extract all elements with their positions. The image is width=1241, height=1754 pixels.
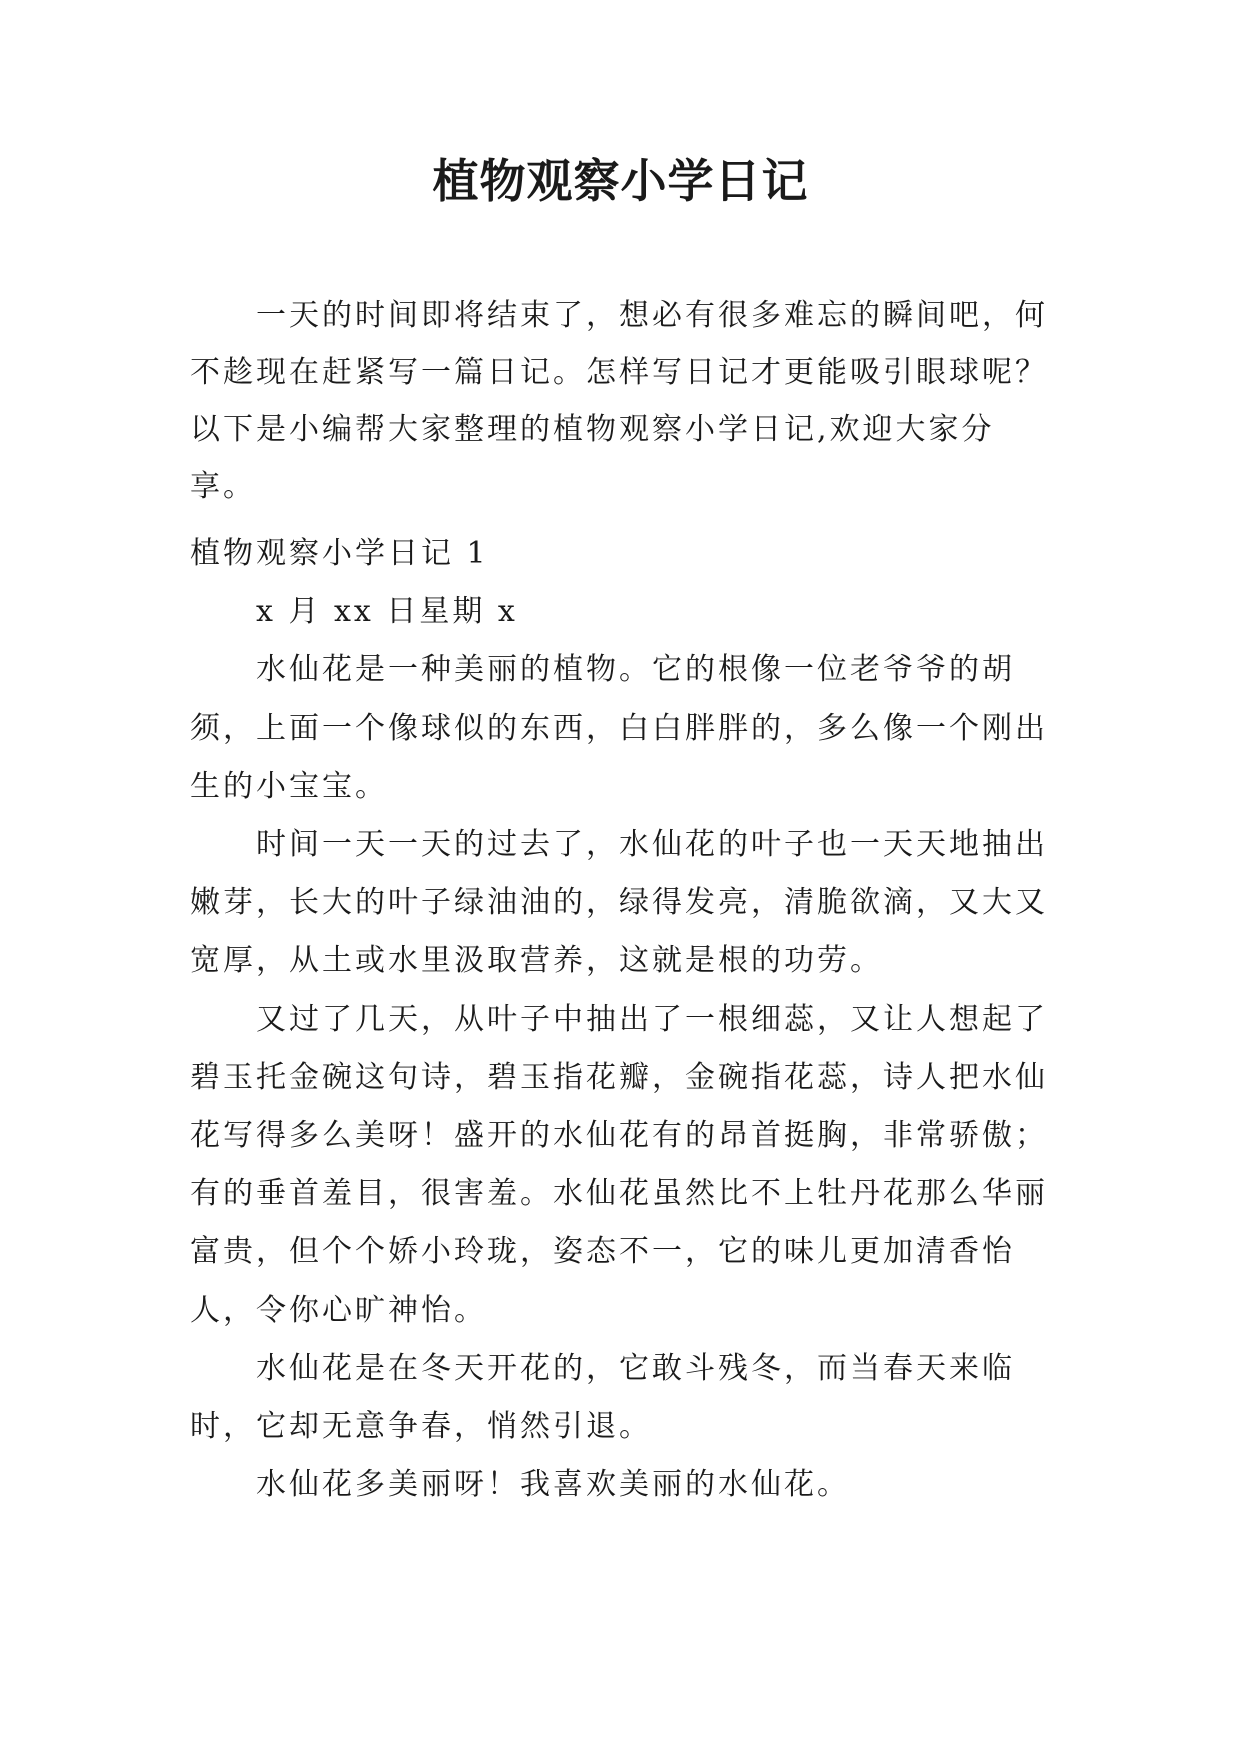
intro-paragraph: 一天的时间即将结束了，想必有很多难忘的瞬间吧，何不趁现在赶紧写一篇日记。怎样写日记才更能吸引眼球呢？以下是小编帮大家整理的植物观察小学日记,欢迎大家分享。 bbox=[190, 298, 1048, 504]
article-block bbox=[190, 525, 1050, 1514]
paragraph-1: 水仙花是一种美丽的植物。它的根像一位老爷爷的胡须，上面一个像球似的东西，白白胖胖的，多么像一个刚出生的小宝宝。 bbox=[190, 652, 1048, 804]
paragraph-2: 时间一天一天的过去了，水仙花的叶子也一天天地抽出嫩芽，长大的叶子绿油油的，绿得发亮，清脆欲滴，又大又宽厚，从土或水里汲取营养，这就是根的功劳。 bbox=[190, 827, 1048, 979]
paragraph-3: 又过了几天，从叶子中抽出了一根细蕊，又让人想起了碧玉托金碗这句诗，碧玉指花瓣，金碗指花蕊，诗人把水仙花写得多么美呀！盛开的水仙花有的昂首挺胸，非常骄傲；有的垂首羞目，很害羞。水仙花虽然比不上牡丹花那么华丽富贵，但个个娇小玲珑，姿态不一，它的味儿更加清香怡人，令你心旷神怡。 bbox=[190, 1001, 1048, 1328]
paragraph-4: 水仙花是在冬天开花的，它敢斗残冬，而当春天来临时，它却无意争春，悄然引退。 bbox=[190, 1350, 1015, 1445]
document-title: 植物观察小学日记 bbox=[432, 154, 809, 208]
paragraph-5: 水仙花多美丽呀！我喜欢美丽的水仙花。 bbox=[256, 1467, 850, 1503]
date-line: x 月 xx 日星期 x bbox=[256, 594, 518, 630]
intro-block bbox=[190, 287, 1050, 515]
section-title: 植物观察小学日记 1 bbox=[190, 536, 489, 571]
